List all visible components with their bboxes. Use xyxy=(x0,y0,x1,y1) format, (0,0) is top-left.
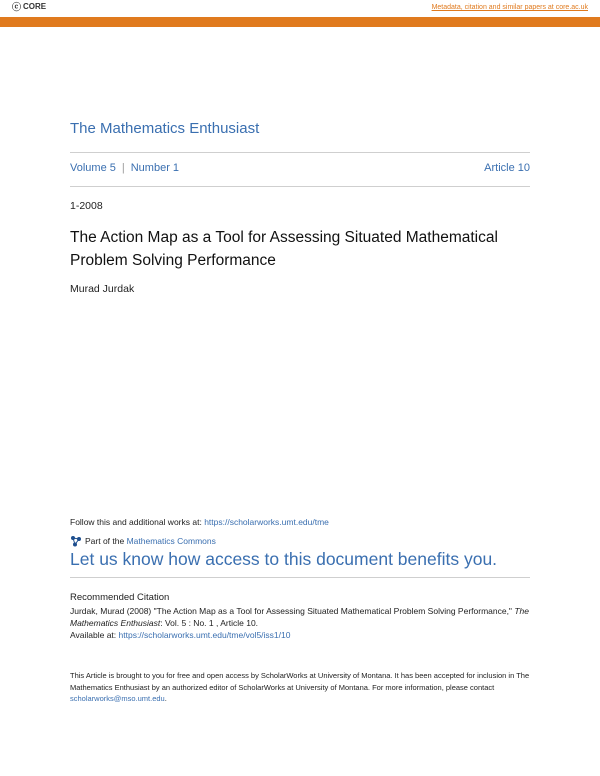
core-icon: ⓒ xyxy=(12,1,22,12)
benefits-link[interactable]: Let us know how access to this document benefits you. xyxy=(70,549,498,569)
citation-url-link[interactable]: https://scholarworks.umt.edu/tme/vol5/iss1/10 xyxy=(118,630,291,640)
follow-prefix: Follow this and additional works at: xyxy=(70,517,205,527)
access-end: . xyxy=(164,694,167,703)
access-text: This Article is brought to you for free and open access by ScholarWorks at University of Montana. It has been accepted for inclusion in The Mathematics Enthusiast by an authorized editor of ScholarWorks at University of Montana. For more information, please contact xyxy=(70,671,530,692)
paper-title: The Action Map as a Tool for Assessing Situated Mathematical Problem Solving Performance xyxy=(70,229,498,269)
citation-tail: : Vol. 5 : No. 1 , Article 10. xyxy=(160,618,259,628)
network-icon xyxy=(70,535,82,547)
follow-link[interactable]: https://scholarworks.umt.edu/tme xyxy=(204,517,329,527)
metadata-link[interactable]: Metadata, citation and similar papers at core.ac.uk xyxy=(431,4,588,11)
citation-journal: The Mathematics Enthusiast xyxy=(70,606,529,628)
provider-strip xyxy=(0,17,600,41)
divider xyxy=(70,577,530,578)
divider xyxy=(70,152,530,153)
volume-row xyxy=(70,162,530,174)
part-of-prefix: Part of the xyxy=(85,536,127,546)
follow-line xyxy=(70,517,329,527)
divider xyxy=(70,186,530,187)
citation-line: Jurdak, Murad (2008) "The Action Map as a Tool for Assessing Situated Mathematical Problem Solving Performance," xyxy=(70,606,515,616)
article-link[interactable]: Article 10 xyxy=(484,162,530,174)
pub-date: 1-2008 xyxy=(70,200,103,212)
journal-title[interactable]: The Mathematics Enthusiast xyxy=(70,120,260,137)
top-bar xyxy=(0,0,600,17)
part-of-line xyxy=(70,535,216,547)
recommended-citation-heading: Recommended Citation xyxy=(70,592,170,603)
number-link[interactable]: Number 1 xyxy=(130,162,180,174)
contact-email-link[interactable]: scholarworks@mso.umt.edu xyxy=(70,694,165,703)
citation-text xyxy=(70,605,530,641)
access-statement xyxy=(70,670,530,705)
mathematics-commons-link[interactable]: Mathematics Commons xyxy=(126,536,216,546)
available-prefix: Available at: xyxy=(70,630,119,640)
provided-by: Provided by University of Montana xyxy=(12,35,96,41)
core-label: CORE xyxy=(23,2,47,11)
core-logo[interactable] xyxy=(12,2,46,11)
volume-link[interactable]: Volume 5 xyxy=(70,162,116,174)
author: Murad Jurdak xyxy=(70,283,135,295)
separator: | xyxy=(121,162,125,174)
